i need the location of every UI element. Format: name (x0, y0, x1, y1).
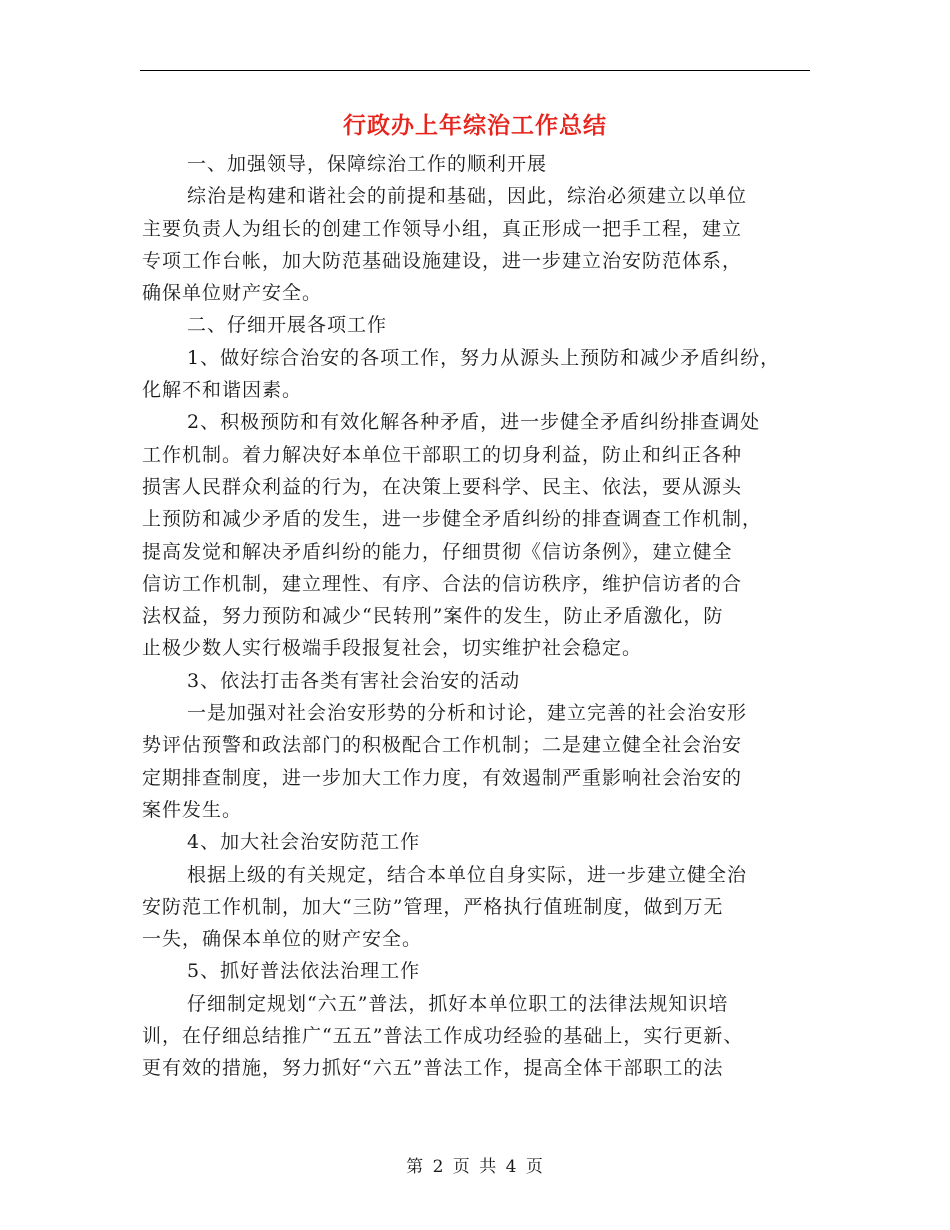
text-line: 3、依法打击各类有害社会治安的活动 (187, 669, 521, 692)
text-line: 二、仔细开展各项工作 (187, 314, 388, 337)
text-line: 综治是构建和谐社会的前提和基础，因此，综治必须建立以单位 (187, 185, 748, 208)
text-line: 主要负责人为组长的创建工作领导小组，真正形成一把手工程，建立 (142, 217, 743, 240)
header-rule (140, 70, 810, 71)
text-line: 化解不和谐因素。 (142, 379, 303, 402)
text-line: 5、抓好普法依法治理工作 (187, 960, 421, 983)
text-line: 仔细制定规划“六五”普法，抓好本单位职工的法律法规知识培 (187, 992, 729, 1015)
text-line: 信访工作机制，建立理性、有序、合法的信访秩序，维护信访者的合 (142, 572, 743, 595)
page-footer: 第 2 页 共 4 页 (406, 1157, 544, 1177)
text-line: 一失，确保本单位的财产安全。 (142, 928, 423, 951)
document-body (142, 148, 822, 1085)
text-line: 上预防和减少矛盾的发生，进一步健全矛盾纠纷的排查调查工作机制， (142, 508, 763, 531)
text-line: 更有效的措施，努力抓好“六五”普法工作，提高全体干部职工的法 (142, 1057, 724, 1080)
text-line: 安防范工作机制，加大“三防”管理，严格执行值班制度，做到万无 (142, 895, 724, 918)
text-line: 2、积极预防和有效化解各种矛盾，进一步健全矛盾纠纷排查调处 (187, 411, 761, 434)
text-line: 训，在仔细总结推广“五五”普法工作成功经验的基础上，实行更新、 (142, 1025, 744, 1048)
text-line: 专项工作台帐，加大防范基础设施建设，进一步建立治安防范体系， (142, 249, 743, 272)
text-line: 法权益，努力预防和减少“民转刑”案件的发生，防止矛盾激化，防 (142, 605, 724, 628)
text-line: 4、加大社会治安防范工作 (187, 831, 421, 854)
text-line: 势评估预警和政法部门的积极配合工作机制；二是建立健全社会治安 (142, 734, 743, 757)
document-title: 行政办上年综治工作总结 (343, 112, 607, 139)
text-line: 损害人民群众利益的行为，在决策上要科学、民主、依法，要从源头 (142, 475, 743, 498)
text-line: 1、做好综合治安的各项工作，努力从源头上预防和减少矛盾纠纷， (187, 346, 781, 369)
text-line: 工作机制。着力解决好本单位干部职工的切身利益，防止和纠正各种 (142, 443, 743, 466)
text-line: 止极少数人实行极端手段报复社会，切实维护社会稳定。 (142, 637, 643, 660)
text-line: 根据上级的有关规定，结合本单位自身实际，进一步建立健全治 (187, 863, 748, 886)
text-line: 提高发觉和解决矛盾纠纷的能力，仔细贯彻《信访条例》，建立健全 (142, 540, 733, 563)
text-line: 案件发生。 (142, 798, 243, 821)
text-line: 一是加强对社会治安形势的分析和讨论，建立完善的社会治安形 (187, 702, 748, 725)
text-line: 一、加强领导，保障综治工作的顺利开展 (187, 153, 548, 175)
text-line: 定期排查制度，进一步加大工作力度，有效遏制严重影响社会治安的 (142, 766, 743, 789)
text-line: 确保单位财产安全。 (142, 282, 323, 305)
